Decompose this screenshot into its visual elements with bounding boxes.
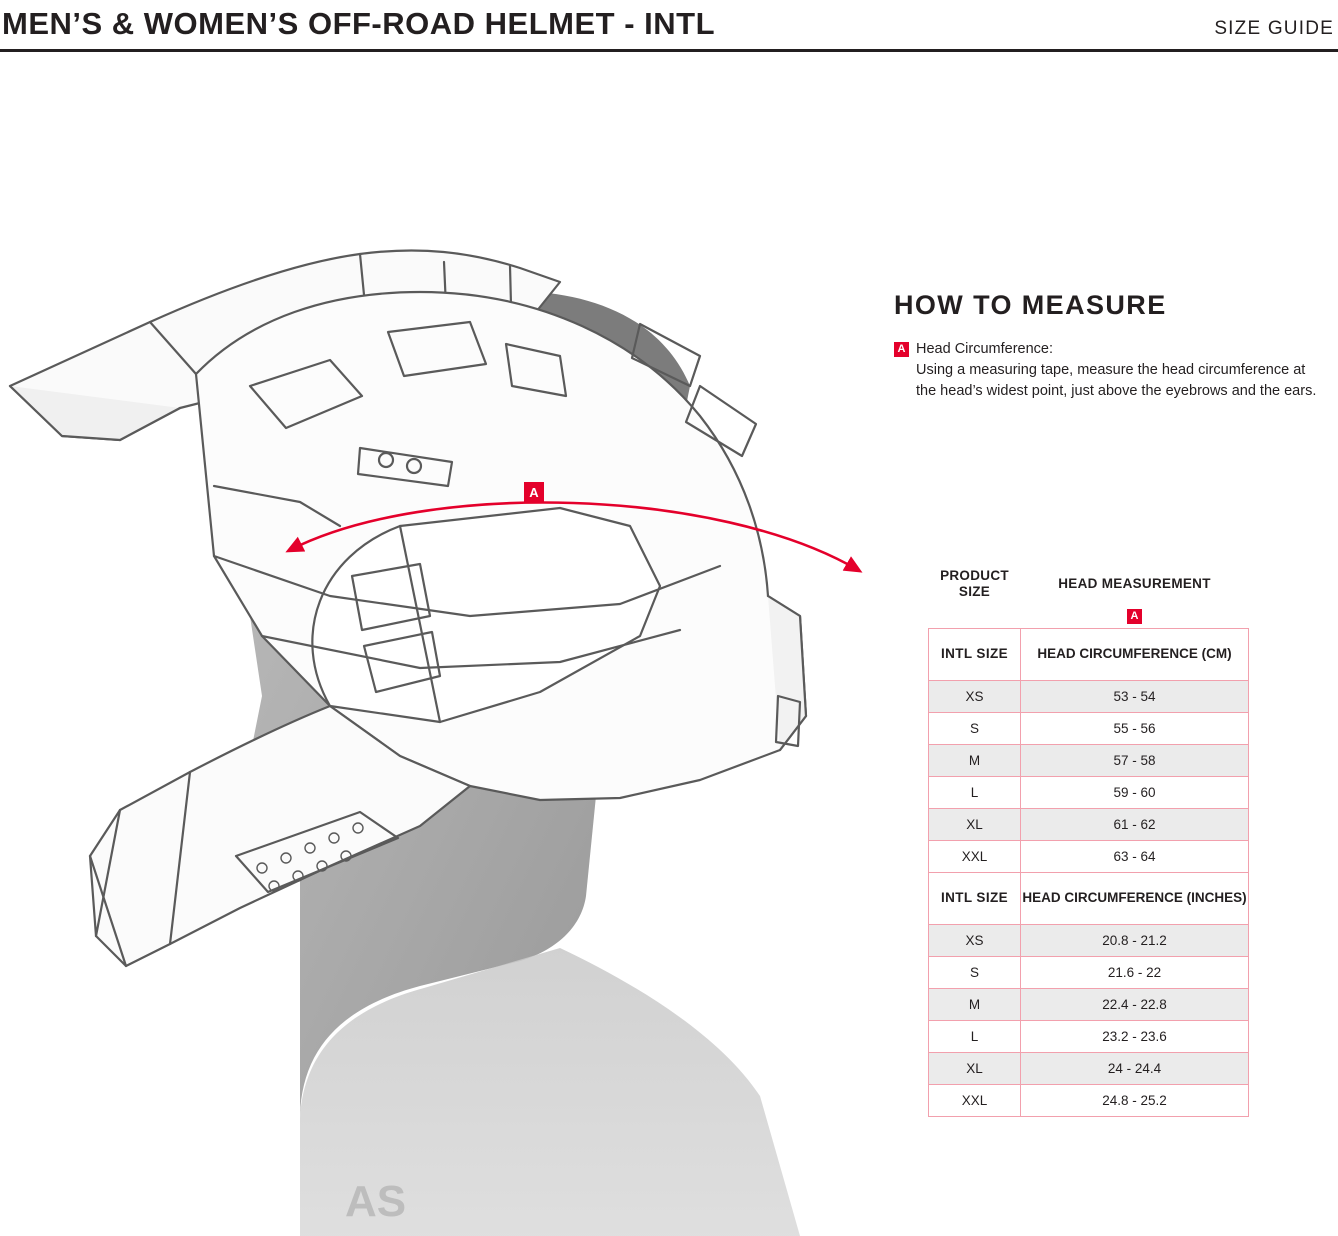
cell-size: S — [929, 957, 1021, 989]
cell-size: L — [929, 777, 1021, 809]
table-row — [929, 681, 1249, 713]
cell-measure: 55 - 56 — [1021, 713, 1249, 745]
table-marker-row — [929, 607, 1249, 629]
cell-size: M — [929, 745, 1021, 777]
table-row — [929, 809, 1249, 841]
subhead-intl-size-inches: INTL SIZE — [929, 873, 1021, 925]
table-row — [929, 841, 1249, 873]
cell-measure: 24 - 24.4 — [1021, 1053, 1249, 1085]
table-row — [929, 957, 1249, 989]
marker-a-icon: A — [894, 342, 909, 357]
cell-size: XL — [929, 809, 1021, 841]
subhead-measure-inches: HEAD CIRCUMFERENCE (INCHES) — [1021, 873, 1249, 925]
table-row — [929, 1021, 1249, 1053]
marker-spacer — [929, 607, 1021, 629]
table-row — [929, 777, 1249, 809]
size-table — [928, 568, 1249, 1117]
cell-measure: 61 - 62 — [1021, 809, 1249, 841]
page-title: MEN’S & WOMEN’S OFF-ROAD HELMET - INTL — [2, 6, 716, 41]
helmet-illustration — [0, 56, 890, 1236]
table-row — [929, 713, 1249, 745]
marker-a-cell — [1021, 607, 1249, 629]
table-row — [929, 925, 1249, 957]
subhead-measure-cm: HEAD CIRCUMFERENCE (CM) — [1021, 629, 1249, 681]
table-subhead-cm — [929, 629, 1249, 681]
measure-item-title: Head Circumference: — [916, 341, 1053, 357]
page-header — [0, 0, 1338, 52]
cell-size: S — [929, 713, 1021, 745]
how-to-measure-section — [888, 290, 1328, 402]
cell-size: XXL — [929, 841, 1021, 873]
cell-measure: 57 - 58 — [1021, 745, 1249, 777]
table-row — [929, 745, 1249, 777]
measure-item-body: Using a measuring tape, measure the head circumference at the head’s widest point, just above the eyebrows and the ears. — [916, 362, 1317, 400]
cell-size: XXL — [929, 1085, 1021, 1117]
table-subhead-inches — [929, 873, 1249, 925]
subhead-intl-size-cm: INTL SIZE — [929, 629, 1021, 681]
cell-size: M — [929, 989, 1021, 1021]
cell-size: L — [929, 1021, 1021, 1053]
shirt-brand-mark: AS — [345, 1177, 407, 1226]
marker-a-icon-table: A — [1127, 609, 1142, 624]
measure-item-head-circumference — [894, 339, 1328, 402]
cell-measure: 24.8 - 25.2 — [1021, 1085, 1249, 1117]
cell-measure: 22.4 - 22.8 — [1021, 989, 1249, 1021]
how-to-measure-title: HOW TO MEASURE — [894, 290, 1167, 320]
measure-item-text — [916, 339, 1328, 402]
col-header-head-measurement: HEAD MEASUREMENT — [1021, 568, 1249, 607]
cell-measure: 21.6 - 22 — [1021, 957, 1249, 989]
table-row — [929, 989, 1249, 1021]
cell-measure: 63 - 64 — [1021, 841, 1249, 873]
cell-size: XS — [929, 681, 1021, 713]
cell-measure: 20.8 - 21.2 — [1021, 925, 1249, 957]
cell-size: XS — [929, 925, 1021, 957]
cell-size: XL — [929, 1053, 1021, 1085]
table-row — [929, 1085, 1249, 1117]
size-table-wrapper — [928, 568, 1248, 1117]
cell-measure: 59 - 60 — [1021, 777, 1249, 809]
table-head-labels — [929, 568, 1249, 607]
table-row — [929, 1053, 1249, 1085]
col-header-product-size: PRODUCT SIZE — [929, 568, 1021, 607]
cell-measure: 23.2 - 23.6 — [1021, 1021, 1249, 1053]
svg-text:A: A — [529, 485, 539, 500]
cell-measure: 53 - 54 — [1021, 681, 1249, 713]
size-guide-label: SIZE GUIDE — [1214, 18, 1334, 39]
